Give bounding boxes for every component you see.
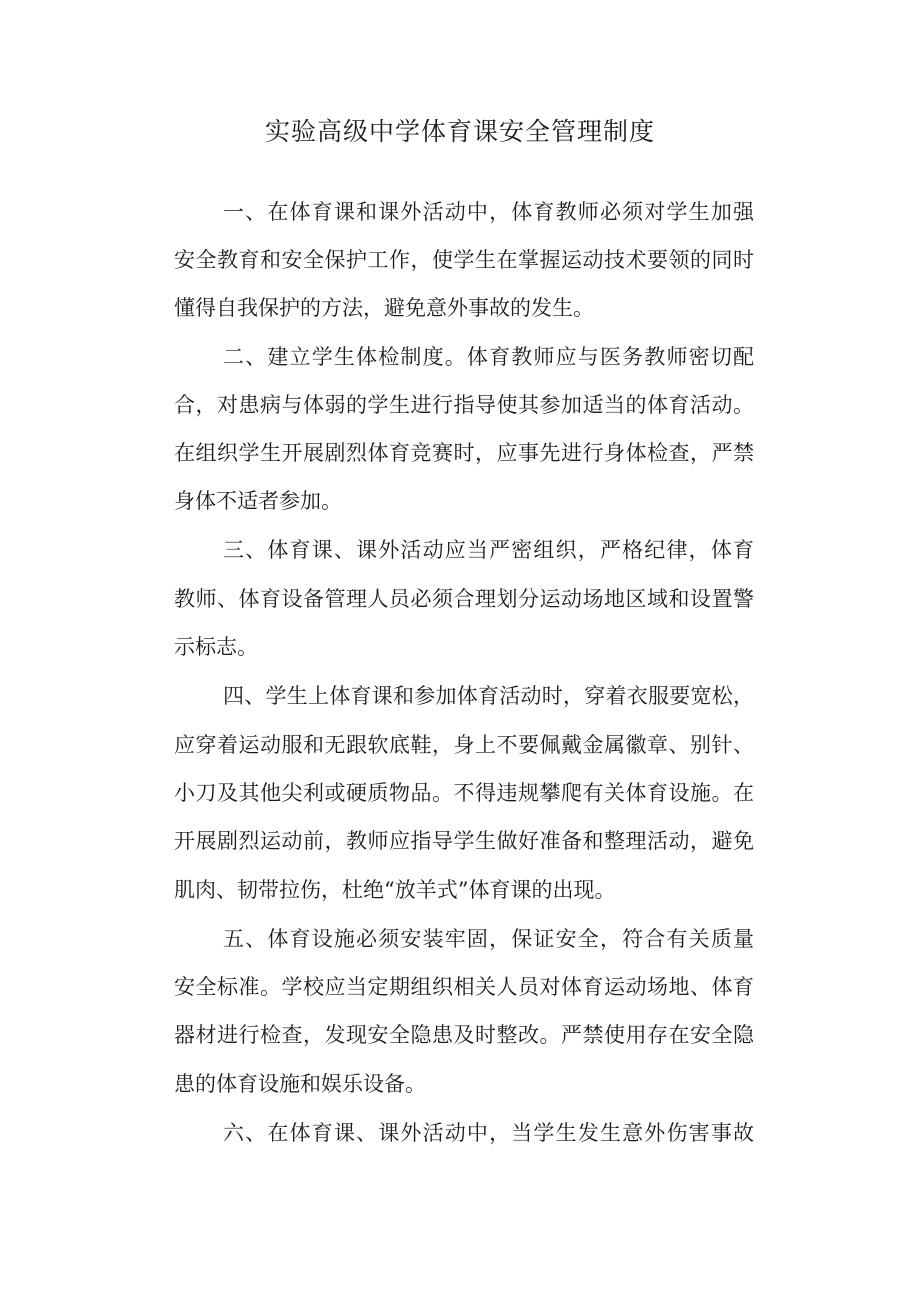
paragraph-2-line-3: 在组织学生开展剧烈体育竞赛时，应事先进行身体检查，严禁 <box>174 441 754 465</box>
paragraph-1-line-1: 一、在体育课和课外活动中，体育教师必须对学生加强 <box>223 200 754 224</box>
paragraph-5-line-3: 器材进行检查，发现安全隐患及时整改。严禁使用存在安全隐 <box>174 1023 754 1047</box>
paragraph-1-line-2: 安全教育和安全保护工作，使学生在掌握运动技术要领的同时 <box>174 248 754 272</box>
paragraph-5-line-1: 五、体育设施必须安装牢固，保证安全，符合有关质量 <box>223 927 754 951</box>
paragraph-4-line-2: 应穿着运动服和无跟软底鞋，身上不要佩戴金属徽章、别针、 <box>174 733 754 757</box>
paragraph-3-line-2: 教师、体育设备管理人员必须合理划分运动场地区域和设置警 <box>174 587 754 611</box>
paragraph-3-line-3: 示标志。 <box>174 635 258 659</box>
paragraph-6-line-1: 六、在体育课、课外活动中，当学生发生意外伤害事故 <box>223 1121 754 1145</box>
paragraph-2-line-1: 二、建立学生体检制度。体育教师应与医务教师密切配 <box>223 345 754 369</box>
paragraph-4-line-5: 肌肉、韧带拉伤，杜绝“放羊式”体育课的出现。 <box>174 878 616 902</box>
document-title: 实验高级中学体育课安全管理制度 <box>264 117 655 146</box>
paragraph-5-line-4: 患的体育设施和娱乐设备。 <box>174 1072 426 1096</box>
paragraph-2-line-2: 合，对患病与体弱的学生进行指导使其参加适当的体育活动。 <box>174 393 754 417</box>
paragraph-4-line-3: 小刀及其他尖利或硬质物品。不得违规攀爬有关体育设施。在 <box>174 781 754 805</box>
paragraph-2-line-4: 身体不适者参加。 <box>174 489 342 513</box>
paragraph-5-line-2: 安全标准。学校应当定期组织相关人员对体育运动场地、体育 <box>174 975 754 999</box>
paragraph-4-line-4: 开展剧烈运动前，教师应指导学生做好准备和整理活动，避免 <box>174 829 754 853</box>
paragraph-1-line-3: 懂得自我保护的方法，避免意外事故的发生。 <box>174 296 594 320</box>
paragraph-4-line-1: 四、学生上体育课和参加体育活动时，穿着衣服要宽松， <box>223 684 754 708</box>
paragraph-3-line-1: 三、体育课、课外活动应当严密组织，严格纪律，体育 <box>223 538 754 562</box>
